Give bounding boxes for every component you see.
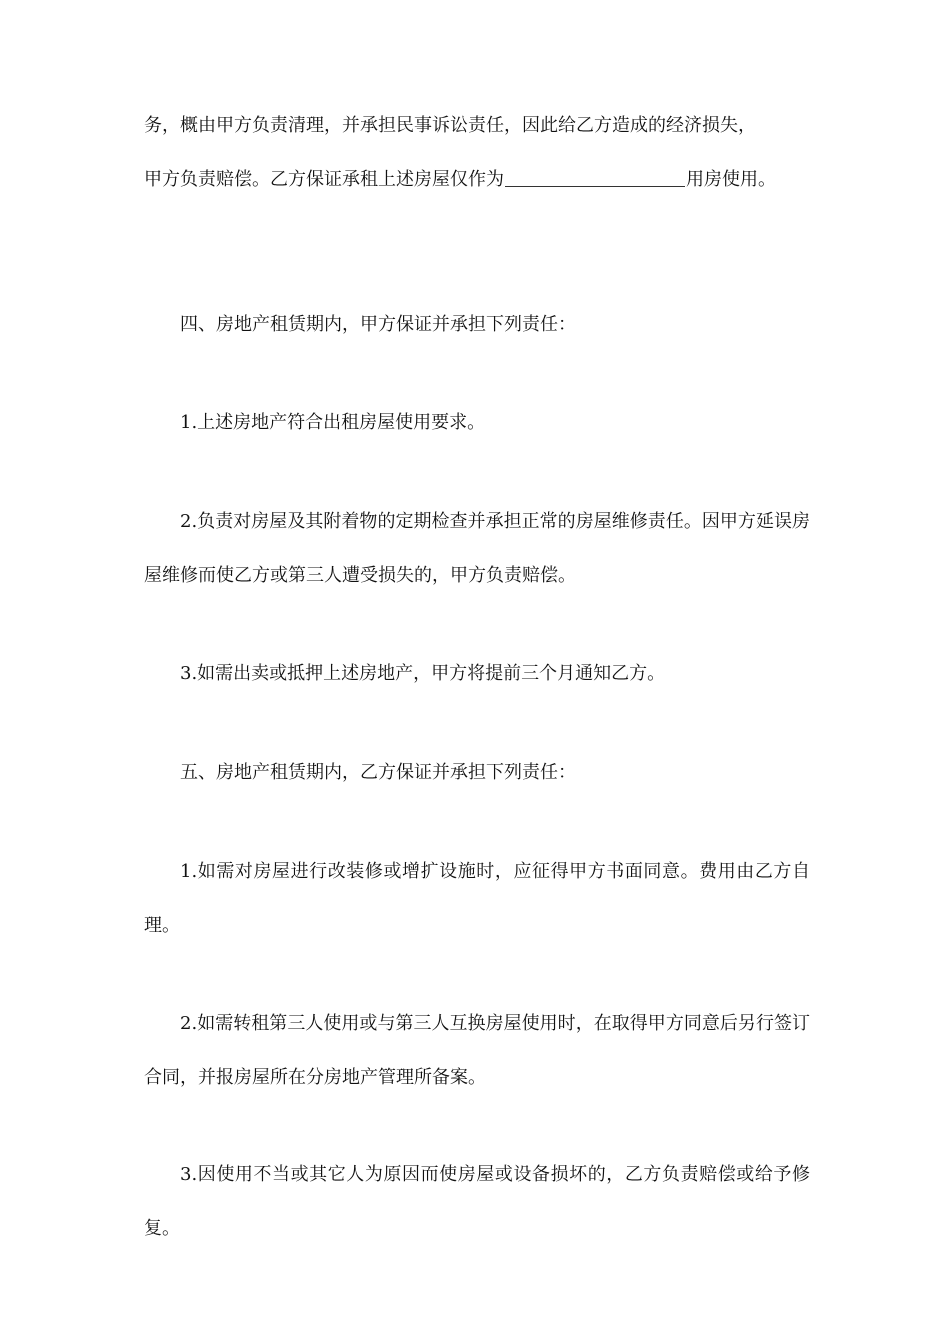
clause-4-2: 2.负责对房屋及其附着物的定期检查并承担正常的房屋维修责任。因甲方延误房屋维修而使乙方或第三人遭受损失的，甲方负责赔偿。 [144,511,810,586]
clause-4-3: 3.如需出卖或抵押上述房地产，甲方将提前三个月通知乙方。 [180,663,666,684]
paragraph-text: 甲方负责赔偿。乙方保证承租上述房屋仅作为 [144,169,504,190]
section-heading-five: 五、房地产租赁期内，乙方保证并承担下列责任： [180,762,576,783]
clause-5-3: 3.因使用不当或其它人为原因而使房屋或设备损坏的，乙方负责赔偿或给予修复。 [144,1164,810,1239]
section-heading-four: 四、房地产租赁期内，甲方保证并承担下列责任： [180,314,576,335]
paragraph-line: 务，概由甲方负责清理，并承担民事诉讼责任，因此给乙方造成的经济损失， [144,115,756,136]
clause-4-1: 1.上述房地产符合出租房屋使用要求。 [180,412,486,433]
fill-in-blank [505,170,685,187]
paragraph-text: 用房使用。 [686,169,776,190]
paragraph-continuation [144,99,810,207]
clause-5-1: 1.如需对房屋进行改装修或增扩设施时，应征得甲方书面同意。费用由乙方自理。 [144,861,810,936]
paragraph-line [144,153,810,207]
clause-5-2: 2.如需转租第三人使用或与第三人互换房屋使用时，在取得甲方同意后另行签订合同，并报房屋所在分房地产管理所备案。 [144,1013,810,1088]
